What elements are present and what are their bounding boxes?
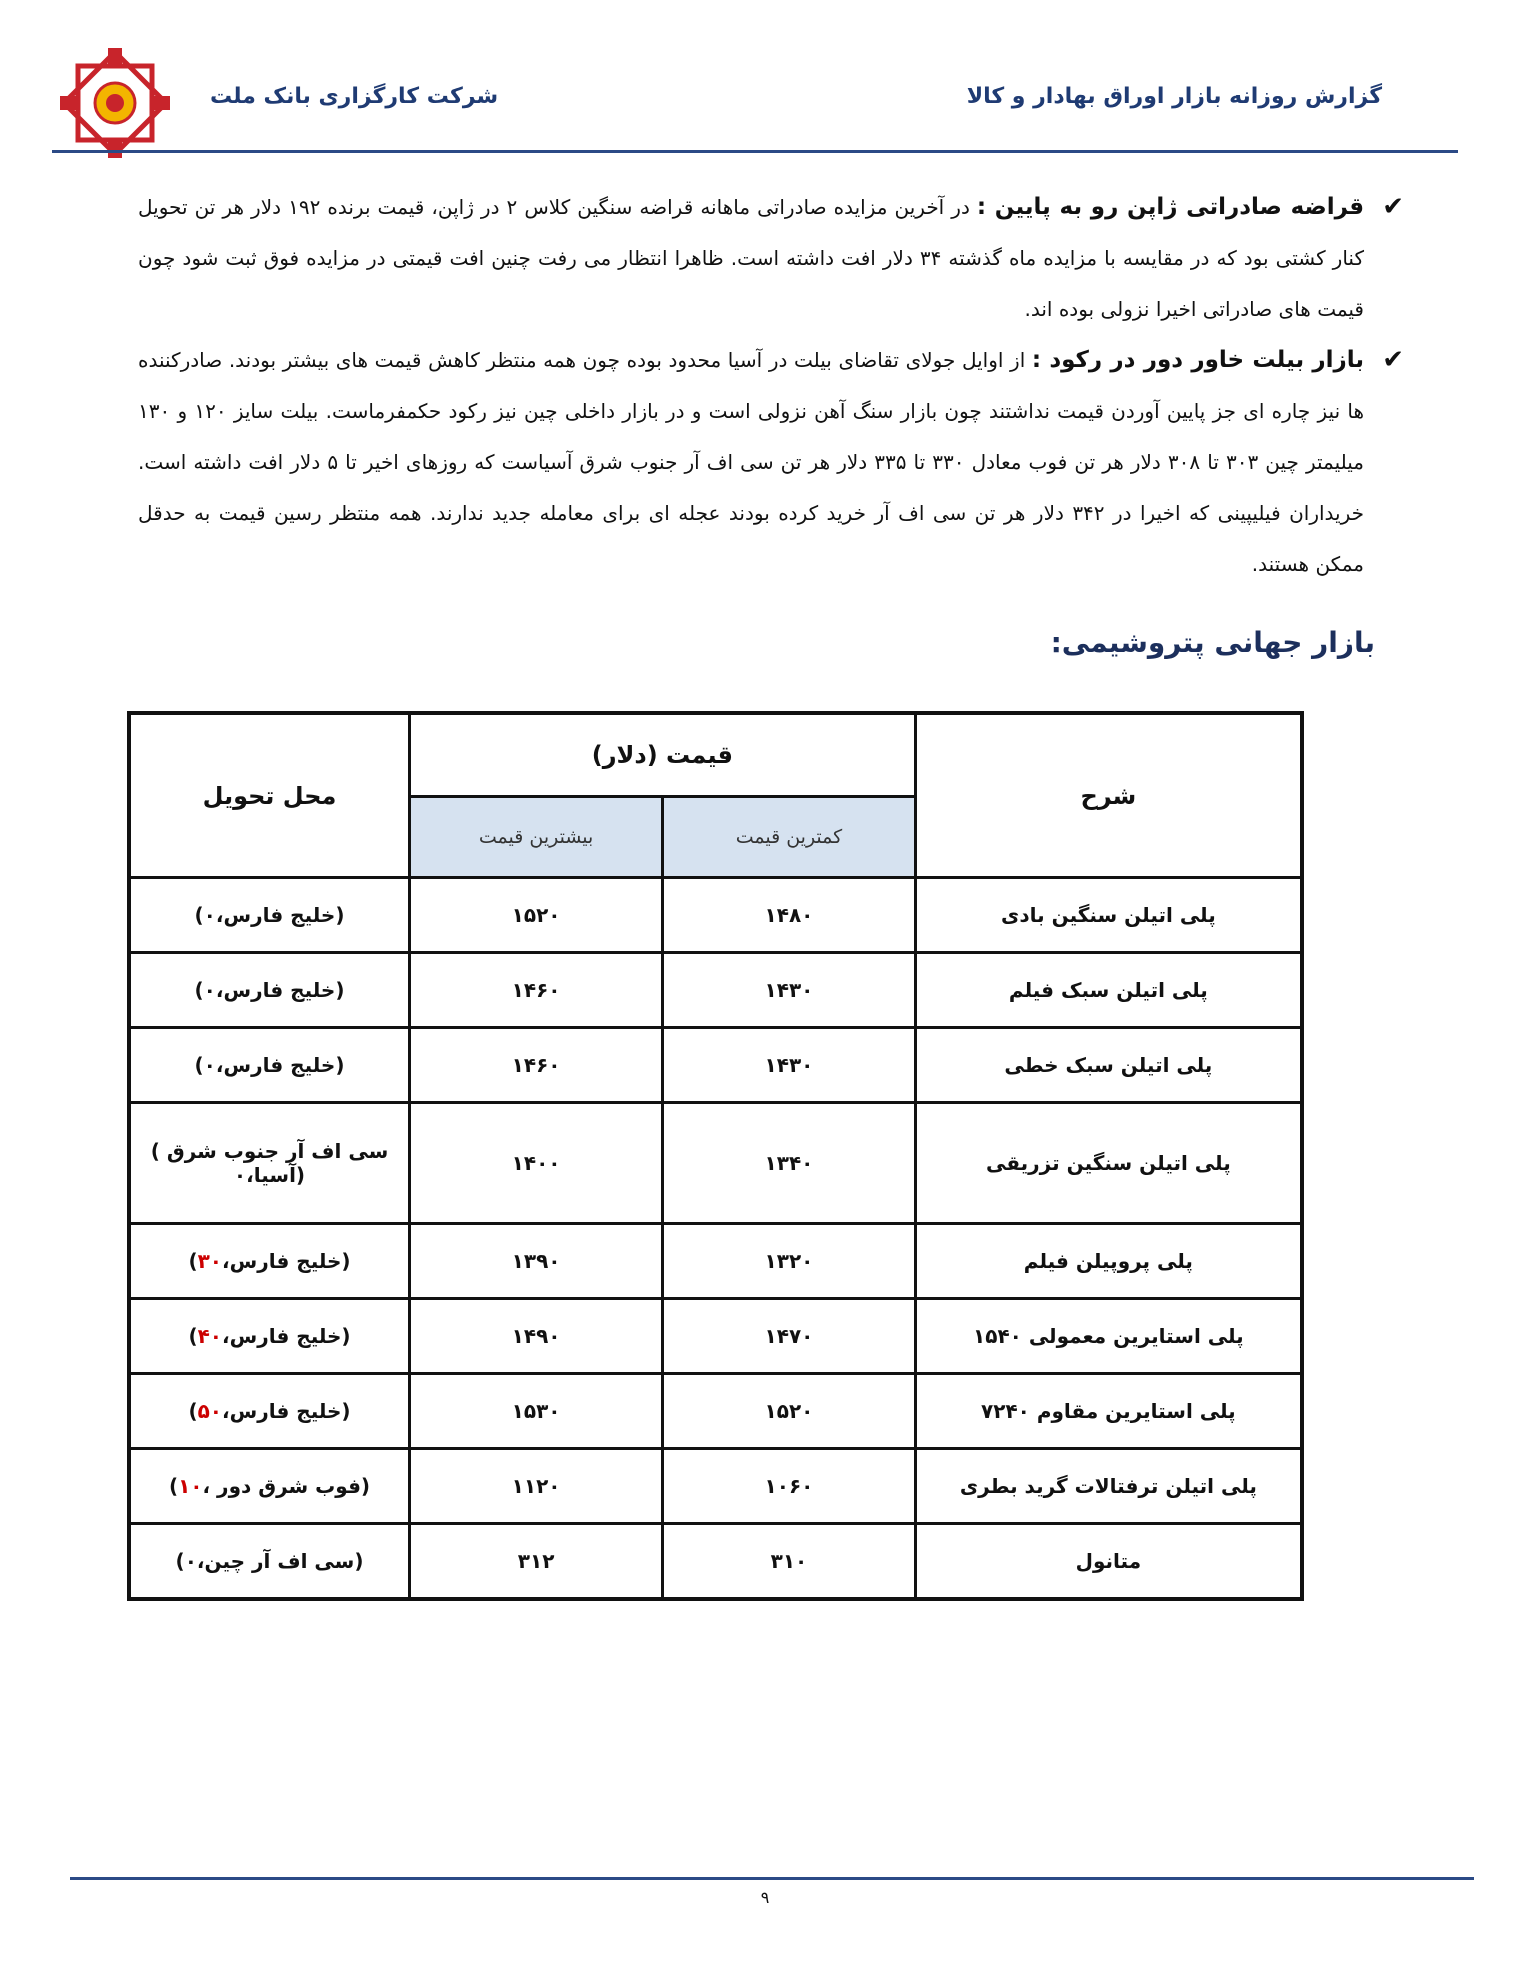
cell-max-price: ۱۴۹۰ — [410, 1299, 663, 1374]
cell-max-price: ۳۱۲ — [410, 1524, 663, 1600]
news-section — [138, 182, 1408, 590]
cell-description: پلی اتیلن سبک فیلم — [915, 953, 1302, 1028]
table-row — [129, 1224, 1302, 1299]
header-divider — [52, 150, 1458, 153]
cell-min-price: ۱۵۲۰ — [663, 1374, 916, 1449]
news-item-body: از اوایل جولای تقاضای بیلت در آسیا محدود بوده چون همه منتظر کاهش قیمت های بیشتر بودند. صادرکننده ها نیز چاره ای جز پایین آوردن قیمت نداشتند چون بازار سنگ آهن نزولی است و در بازار داخلی چین نیز رکود حکمفرماست. بیلت سایز ۱۲۰ و ۱۳۰ میلیمتر چین ۳۰۳ تا ۳۰۸ دلار هر تن فوب معادل ۳۳۰ تا ۳۳۵ دلار هر تن سی اف آر جنوب شرق آسیاست که روزهای اخیر تا ۵ دلار افت داشته است. خریداران فیلیپینی که اخیرا در ۳۴۲ دلار هر تن سی اف آر خرید کرده بودند عجله ای برای معامله جدید ندارند. همه منتظر رسین قیمت به حدقل ممکن هستند. — [138, 348, 1365, 576]
delivery-location: (خلیج فارس، — [215, 903, 345, 927]
header-description: شرح — [915, 713, 1302, 878]
cell-max-price: ۱۵۳۰ — [410, 1374, 663, 1449]
delivery-close: ) — [175, 1549, 185, 1573]
cell-max-price: ۱۴۰۰ — [410, 1103, 663, 1224]
cell-min-price: ۱۴۳۰ — [663, 1028, 916, 1103]
company-name: شرکت کارگزاری بانک ملت — [210, 84, 499, 109]
delivery-close: ) — [194, 903, 204, 927]
header-min-price: کمترین قیمت — [663, 797, 916, 878]
cell-max-price: ۱۳۹۰ — [410, 1224, 663, 1299]
delivery-change: ۱۰ — [178, 1474, 203, 1498]
cell-min-price: ۱۴۳۰ — [663, 953, 916, 1028]
checkmark-icon: ✔ — [1382, 192, 1404, 222]
cell-min-price: ۱۴۷۰ — [663, 1299, 916, 1374]
header-delivery: محل تحویل — [129, 713, 410, 878]
delivery-location: (فوب شرق دور ، — [202, 1474, 371, 1498]
footer-divider — [70, 1877, 1474, 1880]
cell-delivery — [129, 1299, 410, 1374]
cell-delivery — [129, 1028, 410, 1103]
delivery-change: ۰ — [203, 978, 216, 1002]
cell-description: پلی اتیلن سبک خطی — [915, 1028, 1302, 1103]
delivery-change: ۰ — [203, 903, 216, 927]
cell-delivery — [129, 1374, 410, 1449]
cell-min-price: ۳۱۰ — [663, 1524, 916, 1600]
table-row — [129, 1449, 1302, 1524]
delivery-location: (سی اف آر چین، — [196, 1549, 364, 1573]
table-row — [129, 953, 1302, 1028]
delivery-close: ) — [188, 1324, 198, 1348]
cell-description: پلی اتیلن ترفتالات گرید بطری — [915, 1449, 1302, 1524]
header-max-price: بیشترین قیمت — [410, 797, 663, 878]
company-logo — [60, 48, 170, 158]
news-item-scrap — [138, 182, 1408, 335]
checkmark-icon: ✔ — [1382, 345, 1404, 375]
table-row — [129, 1028, 1302, 1103]
delivery-location: (خلیج فارس، — [222, 1249, 351, 1273]
cell-max-price: ۱۱۲۰ — [410, 1449, 663, 1524]
table-row — [129, 1103, 1302, 1224]
delivery-location: (خلیج فارس، — [215, 1053, 345, 1077]
cell-max-price: ۱۵۲۰ — [410, 878, 663, 953]
page-number: ۹ — [760, 1888, 770, 1907]
news-item-title: قراضه صادراتی ژاپن رو به پایین : — [976, 194, 1365, 220]
section-heading: بازار جهانی پتروشیمی: — [1050, 626, 1375, 659]
cell-delivery — [129, 1224, 410, 1299]
delivery-close: ) — [188, 1399, 198, 1423]
cell-min-price: ۱۴۸۰ — [663, 878, 916, 953]
cell-delivery — [129, 953, 410, 1028]
table-row — [129, 1524, 1302, 1600]
delivery-close: ) — [188, 1249, 198, 1273]
header-price-group: قیمت (دلار) — [410, 713, 916, 797]
cell-min-price: ۱۰۶۰ — [663, 1449, 916, 1524]
news-item-title: بازار بیلت خاور دور در رکود : — [1031, 347, 1364, 373]
cell-description: پلی استایرین مقاوم ۷۲۴۰ — [915, 1374, 1302, 1449]
delivery-close: ) — [168, 1474, 179, 1498]
delivery-location: سی اف آر جنوب شرق ) (آسیا، — [150, 1139, 389, 1187]
cell-delivery — [129, 1449, 410, 1524]
report-title: گزارش روزانه بازار اوراق بهادار و کالا — [966, 84, 1382, 109]
cell-description: پلی پروپیلن فیلم — [915, 1224, 1302, 1299]
delivery-close: ) — [194, 978, 204, 1002]
cell-max-price: ۱۴۶۰ — [410, 1028, 663, 1103]
cell-delivery — [129, 1524, 410, 1600]
delivery-change: ۵۰ — [197, 1399, 222, 1423]
petrochemical-price-table — [127, 711, 1304, 1601]
delivery-location: (خلیج فارس، — [215, 978, 345, 1002]
delivery-close: ) — [194, 1053, 204, 1077]
cell-description: پلی استایرین معمولی ۱۵۴۰ — [915, 1299, 1302, 1374]
delivery-change: ۴۰ — [197, 1324, 222, 1348]
cell-min-price: ۱۳۲۰ — [663, 1224, 916, 1299]
news-item-body: در آخرین مزایده صادراتی ماهانه قراضه سنگین کلاس ۲ در ژاپن، قیمت برنده ۱۹۲ دلار هر تن تحویل کنار کشتی بود که در مقایسه با مزایده ماه گذشته ۳۴ دلار افت داشته است. ظاهرا انتظار می رفت چنین افت قیمتی در مزایده فوق ثبت شود چون قیمت های صادراتی اخیرا نزولی بوده اند. — [138, 195, 1364, 321]
delivery-change: ۳۰ — [197, 1249, 222, 1273]
delivery-location: (خلیج فارس، — [222, 1324, 351, 1348]
cell-max-price: ۱۴۶۰ — [410, 953, 663, 1028]
delivery-change: ۰ — [184, 1549, 197, 1573]
table-row — [129, 878, 1302, 953]
delivery-change: ۰ — [203, 1053, 216, 1077]
delivery-location: (خلیج فارس، — [222, 1399, 351, 1423]
cell-min-price: ۱۳۴۰ — [663, 1103, 916, 1224]
cell-description: پلی اتیلن سنگین تزریقی — [915, 1103, 1302, 1224]
cell-description: پلی اتیلن سنگین بادی — [915, 878, 1302, 953]
table-row — [129, 1299, 1302, 1374]
cell-delivery — [129, 878, 410, 953]
table-row — [129, 1374, 1302, 1449]
cell-delivery — [129, 1103, 410, 1224]
delivery-change: ۰ — [233, 1163, 247, 1187]
cell-description: متانول — [915, 1524, 1302, 1600]
news-item-billet — [138, 335, 1408, 590]
